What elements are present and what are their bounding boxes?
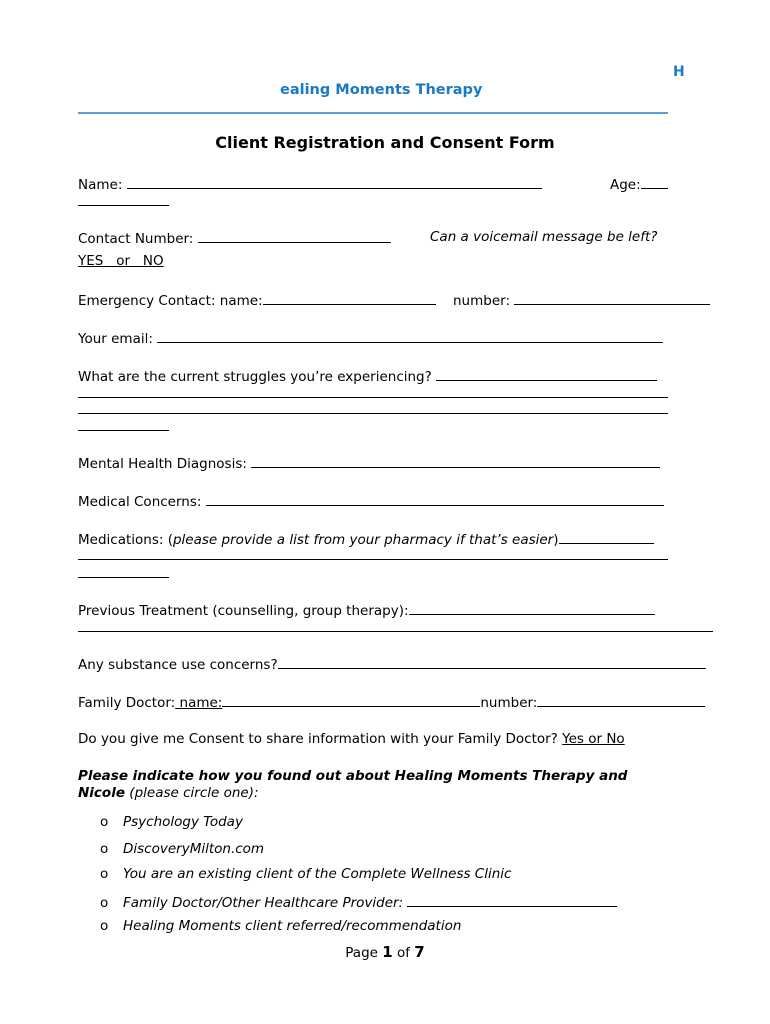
doctor-label: Family Doctor: [78,695,176,711]
substance-label: Any substance use concerns? [78,657,278,673]
referral-prompt-name: Nicole [78,785,125,801]
struggles-field[interactable] [436,367,657,381]
of-word: of [396,945,410,961]
emergency-name-label: Emergency Contact: name: [78,293,263,309]
option-label: You are an existing client of the Complete Wellness Clinic [123,866,512,882]
email-label: Your email: [78,331,153,347]
treatment-label: Previous Treatment (counselling, group therapy): [78,603,409,619]
struggles-line-4[interactable] [78,430,169,431]
page-current: 1 [382,943,393,961]
medications-row [78,530,654,548]
treatment-field[interactable] [409,601,655,615]
emergency-row [78,291,436,309]
struggles-row [78,367,657,385]
voicemail-question: Can a voicemail message be left? [430,229,658,245]
option-label: Psychology Today [123,814,243,830]
name-continuation-line[interactable] [78,205,169,206]
doctor-name-field[interactable] [222,693,480,707]
doctor-row [78,693,705,711]
emergency-name-field[interactable] [263,291,436,305]
page-word: Page [345,945,378,961]
medical-label: Medical Concerns: [78,494,202,510]
medical-row [78,492,664,510]
voicemail-answer[interactable] [78,253,164,269]
treatment-row [78,601,655,619]
doctor-number-field[interactable] [537,693,705,707]
bullet-icon: o [100,895,109,911]
option-label: Family Doctor/Other Healthcare Provider: [123,895,404,911]
diagnosis-field[interactable] [251,454,660,468]
referral-option[interactable] [100,841,264,857]
practice-name: ealing Moments Therapy [280,82,483,98]
email-field[interactable] [157,329,663,343]
name-field[interactable] [127,175,542,189]
bullet-icon: o [100,841,109,857]
referral-option[interactable] [100,893,617,911]
consent-answer[interactable]: Yes or No [562,731,625,747]
age-label: Age: [610,177,641,193]
name-label: Name: [78,177,123,193]
medications-hint: please provide a list from your pharmacy if that’s easier [172,532,554,548]
page-total: 7 [414,943,425,961]
name-row [78,175,542,193]
bullet-icon: o [100,866,109,882]
struggles-line-3[interactable] [78,413,668,414]
contact-number-field[interactable] [198,229,391,243]
referral-option[interactable] [100,866,511,882]
voicemail-yes[interactable]: YES [78,253,104,269]
referral-provider-field[interactable] [407,893,617,907]
consent-row [78,731,625,747]
emergency-number-label: number: [453,293,510,309]
contact-row [78,229,391,247]
medications-close: ) [553,532,559,548]
page-footer [0,943,770,961]
treatment-line-2[interactable] [78,631,713,632]
struggles-line-2[interactable] [78,397,668,398]
medications-line-3[interactable] [78,577,169,578]
referral-prompt: Please indicate how you found out about Healing Moments Therapy and [78,768,628,784]
header-divider [78,112,668,114]
diagnosis-label: Mental Health Diagnosis: [78,456,247,472]
referral-prompt-line-2 [78,785,259,801]
substance-row [78,655,706,673]
bullet-icon: o [100,918,109,934]
referral-option[interactable] [100,814,243,830]
medications-label: Medications: ( [78,532,173,548]
substance-field[interactable] [278,655,706,669]
medications-line-2[interactable] [78,559,668,560]
medications-field[interactable] [559,530,654,544]
diagnosis-row [78,454,660,472]
emergency-number-field[interactable] [514,291,710,305]
voicemail-or: or [116,253,131,269]
contact-number-label: Contact Number: [78,231,194,247]
medical-field[interactable] [206,492,664,506]
doctor-number-label: number: [480,695,538,711]
email-row [78,329,663,347]
doctor-name-label: name: [175,695,223,711]
referral-option[interactable] [100,918,461,934]
consent-question: Do you give me Consent to share information with your Family Doctor? [78,731,558,747]
voicemail-no[interactable]: NO [142,253,164,269]
referral-hint: (please circle one): [129,785,259,801]
option-label: DiscoveryMilton.com [123,841,265,857]
bullet-icon: o [100,814,109,830]
form-title: Client Registration and Consent Form [215,133,555,152]
age-row [610,175,668,193]
struggles-label: What are the current struggles you’re experiencing? [78,369,432,385]
emergency-number-row [453,291,710,309]
option-label: Healing Moments client referred/recommendation [123,918,462,934]
header-letter: H [673,64,685,80]
age-field[interactable] [641,175,668,189]
